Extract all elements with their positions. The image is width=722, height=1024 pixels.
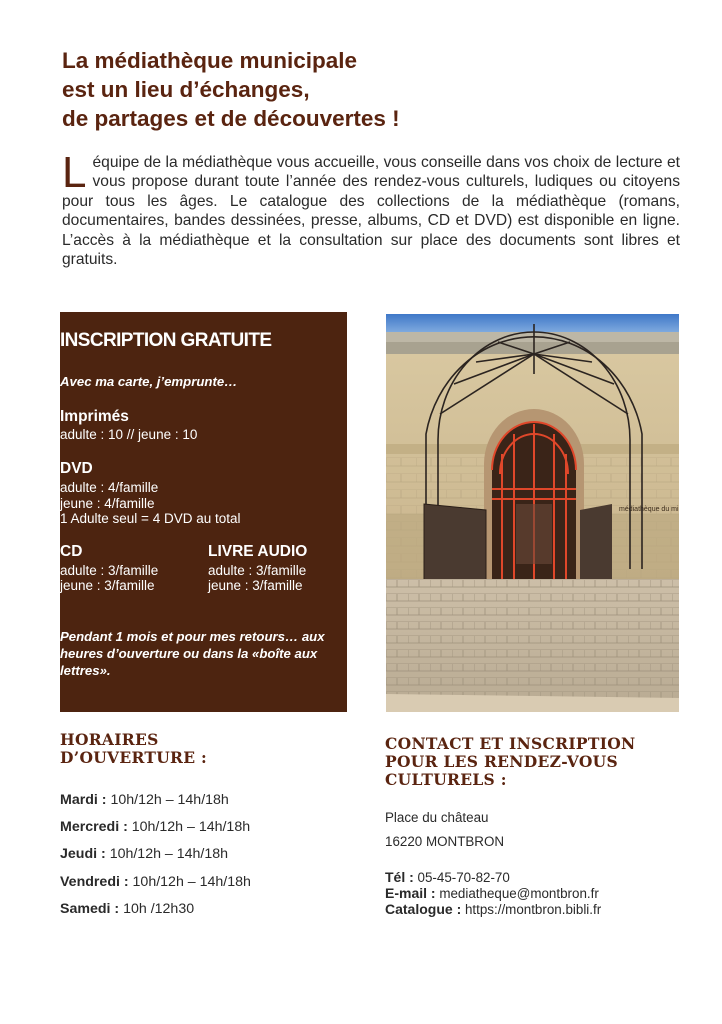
hours-day: Vendredi : xyxy=(60,874,129,890)
email-value[interactable]: mediatheque@montbron.fr xyxy=(439,886,599,901)
livre-audio-heading: LIVRE AUDIO xyxy=(208,543,308,560)
hours-time: 10h /12h30 xyxy=(123,901,195,917)
hours-row-jeudi xyxy=(60,846,228,862)
hours-time: 10h/12h – 14h/18h xyxy=(132,874,251,890)
tel-label: Tél : xyxy=(385,869,414,885)
imprimes-heading: Imprimés xyxy=(60,408,129,425)
hours-row-mercredi xyxy=(60,819,250,835)
contact-heading-line-1: CONTACT ET INSCRIPTION xyxy=(385,734,636,753)
cd-heading: CD xyxy=(60,543,83,560)
contact-address-2: 16220 MONTBRON xyxy=(385,834,505,849)
page-title xyxy=(62,46,662,133)
dvd-line-1: adulte : 4/famille xyxy=(60,480,159,495)
hours-row-vendredi xyxy=(60,874,251,890)
title-line-2: est un lieu d’échanges, xyxy=(62,77,310,102)
cd-line-2: jeune : 3/famille xyxy=(60,578,155,593)
hours-day: Samedi : xyxy=(60,901,120,917)
contact-email xyxy=(385,885,599,901)
title-line-1: La médiathèque municipale xyxy=(62,48,358,73)
imprimes-line: adulte : 10 // jeune : 10 xyxy=(60,427,198,442)
catalogue-label: Catalogue : xyxy=(385,901,462,917)
hours-heading-line-1: HORAIRES xyxy=(60,730,159,749)
photo-sign: médiathèque du mi xyxy=(619,506,679,513)
hours-day: Jeudi : xyxy=(60,846,106,862)
tel-value[interactable]: 05-45-70-82-70 xyxy=(417,870,510,885)
cd-line-1: adulte : 3/famille xyxy=(60,563,159,578)
livre-audio-line-2: jeune : 3/famille xyxy=(208,578,303,593)
contact-heading-line-3: CULTURELS : xyxy=(385,770,507,789)
hours-heading-line-2: D’OUVERTURE : xyxy=(60,748,208,767)
contact-heading xyxy=(385,735,636,789)
livre-audio-line-1: adulte : 3/famille xyxy=(208,563,307,578)
library-entrance-photo xyxy=(386,314,679,712)
contact-catalogue xyxy=(385,901,601,917)
hours-day: Mardi : xyxy=(60,792,107,808)
catalogue-link[interactable]: https://montbron.bibli.fr xyxy=(464,902,602,917)
registration-box xyxy=(60,312,347,712)
contact-tel xyxy=(385,869,510,885)
hours-time: 10h/12h – 14h/18h xyxy=(131,819,251,835)
hours-row-samedi xyxy=(60,901,194,917)
title-line-3: de partages et de découvertes ! xyxy=(62,106,400,131)
drop-cap: L xyxy=(62,148,87,197)
hours-heading xyxy=(60,731,207,767)
dvd-line-2: jeune : 4/famille xyxy=(60,496,155,511)
registration-title: INSCRIPTION GRATUITE xyxy=(60,330,272,351)
intro-paragraph xyxy=(62,148,680,269)
email-label: E-mail : xyxy=(385,885,436,901)
hours-time: 10h/12h – 14h/18h xyxy=(109,846,229,862)
contact-address-1: Place du château xyxy=(385,810,489,825)
registration-subtitle: Avec ma carte, j’emprunte… xyxy=(60,374,238,389)
dvd-line-3: 1 Adulte seul = 4 DVD au total xyxy=(60,511,241,526)
contact-heading-line-2: POUR LES RENDEZ-VOUS xyxy=(385,752,618,771)
intro-text: équipe de la médiathèque vous accueille, vous conseille dans vos choix de lecture et vous propose durant toute l’année des rendez-vous culturels, ludiques ou citoyens pour tous les âges. Le catalogue des collections de la médiathèque (romans, documentaires, bandes dessinées, presse, albums, CD et DVD) est disponible en ligne. L’accès à la médiathèque et la consultation sur place des documents sont libres et gratuits. xyxy=(62,154,680,269)
loan-duration-note: Pendant 1 mois et pour mes retours… aux heures d’ouverture ou dans la «boîte aux lettres». xyxy=(60,629,325,678)
hours-day: Mercredi : xyxy=(60,819,128,835)
dvd-heading: DVD xyxy=(60,460,93,477)
hours-row-mardi xyxy=(60,792,229,808)
hours-time: 10h/12h – 14h/18h xyxy=(110,792,229,808)
